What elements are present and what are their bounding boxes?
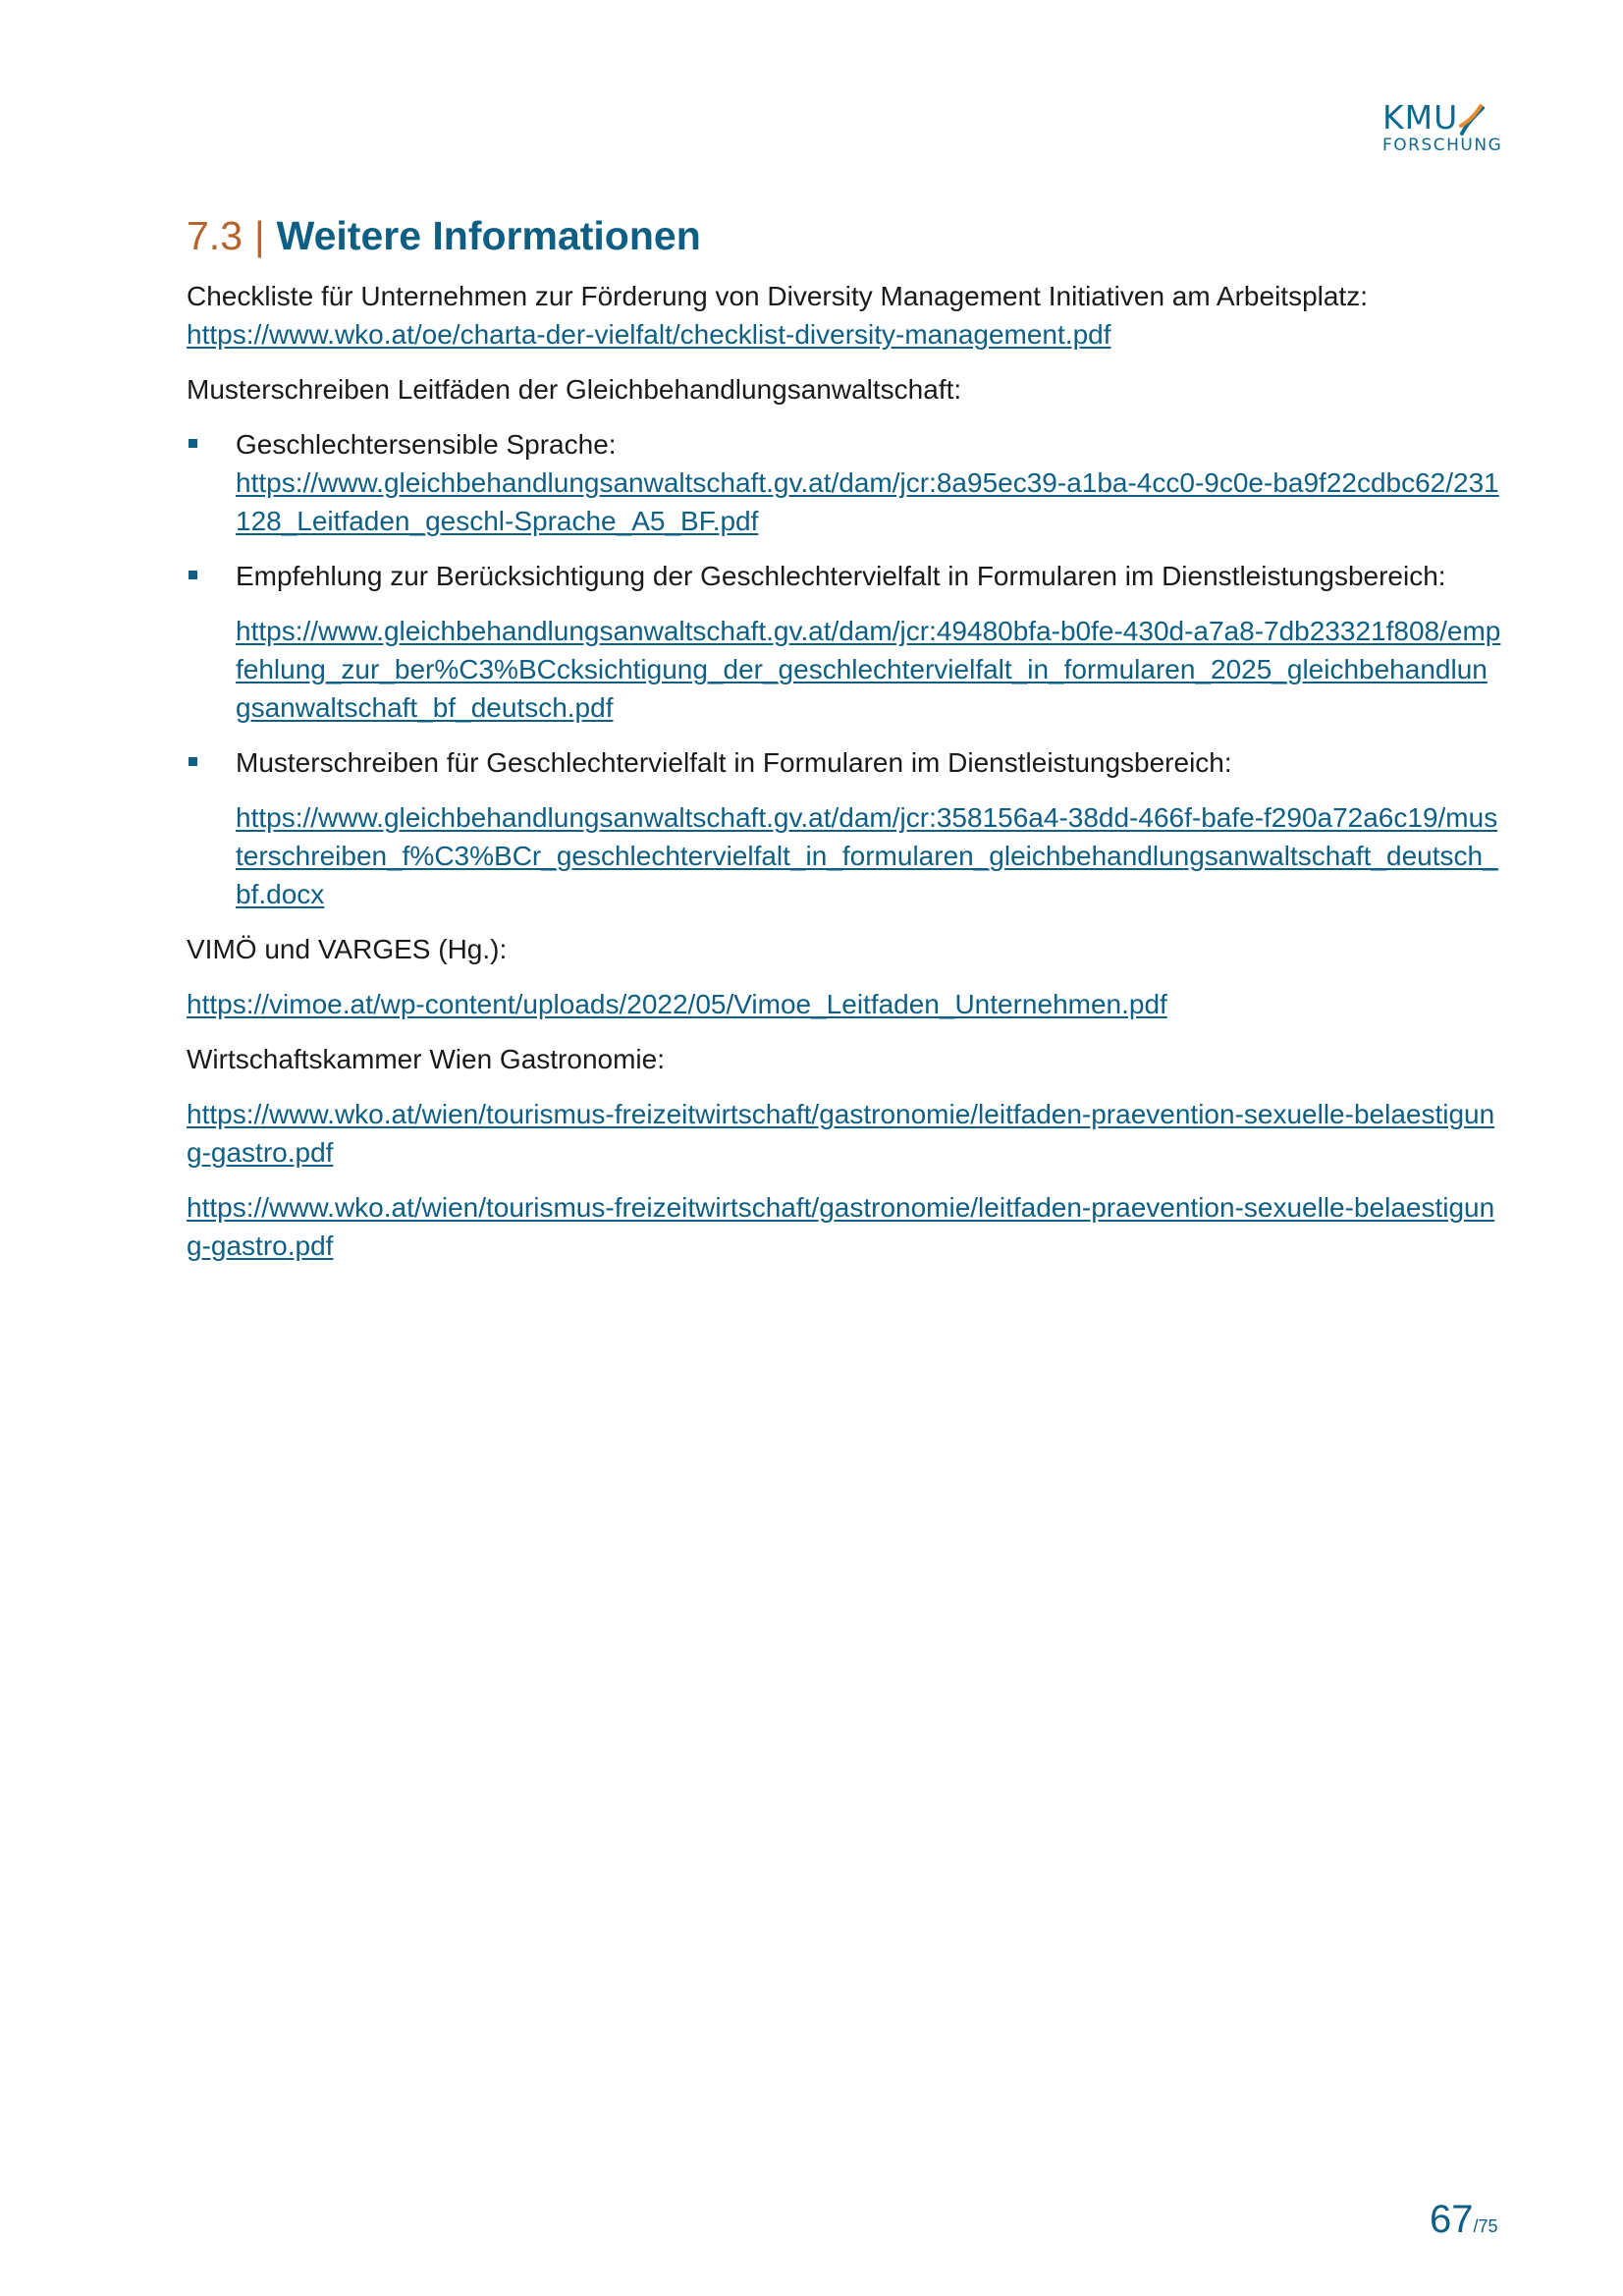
wkw-paragraph-2: [187, 1188, 1502, 1265]
list-item: [187, 557, 1502, 727]
muster-intro: Musterschreiben Leitfäden der Gleichbehandlungsanwaltschaft:: [187, 374, 962, 405]
section-number: 7.3: [187, 213, 243, 258]
checklist-intro: Checkliste für Unternehmen zur Förderung von Diversity Management Initiativen am Arbeitsplatz:: [187, 281, 1368, 311]
page-total: /75: [1473, 2216, 1498, 2236]
logo-subtitle: FORSCHUNG: [1382, 136, 1503, 155]
kmu-forschung-logo: [1382, 94, 1510, 163]
checklist-paragraph: [187, 277, 1502, 354]
logo-top-row: [1382, 94, 1510, 136]
vimoe-link[interactable]: https://vimoe.at/wp-content/uploads/2022/05/Vimoe_Leitfaden_Unternehmen.pdf: [187, 989, 1167, 1019]
logo-brand-text: KMU: [1382, 98, 1459, 137]
logo-swoosh-icon: [1459, 104, 1485, 136]
square-bullet-icon: [189, 439, 197, 448]
wkw-paragraph-1: [187, 1095, 1502, 1172]
bullet-label: Musterschreiben für Geschlechtervielfalt in Formularen im Dienstleistungsbereich:: [236, 747, 1232, 778]
bullet-link[interactable]: https://www.gleichbehandlungsanwaltschaft.gv.at/dam/jcr:8a95ec39-a1ba-4cc0-9c0e-ba9f22cdbc62/231128_Leitfaden_geschl-Sprache_A5_BF.pdf: [236, 467, 1499, 536]
heading-separator: |: [254, 213, 265, 258]
bullet-link[interactable]: https://www.gleichbehandlungsanwaltschaft.gv.at/dam/jcr:358156a4-38dd-466f-bafe-f290a72a6c19/musterschreiben_f%C3%BCr_geschlechtervielfalt_in_formularen_gleichbehandlungsanwaltschaft_deutsch_bf.docx: [236, 802, 1498, 909]
wkw-link-1[interactable]: https://www.wko.at/wien/tourismus-freizeitwirtschaft/gastronomie/leitfaden-praevention-sexuelle-belaestigung-gastro.pdf: [187, 1099, 1495, 1168]
wkw-intro: Wirtschaftskammer Wien Gastronomie:: [187, 1044, 665, 1074]
page-number: [1430, 2198, 1498, 2242]
section-heading: [187, 208, 701, 263]
bullet-label: Geschlechtersensible Sprache:: [236, 429, 617, 460]
page-current: 67: [1430, 2198, 1474, 2241]
checklist-link[interactable]: https://www.wko.at/oe/charta-der-vielfalt/checklist-diversity-management.pdf: [187, 319, 1111, 350]
list-item: [187, 743, 1502, 913]
vimoe-paragraph: [187, 985, 1502, 1023]
document-body: [187, 277, 1502, 1282]
section-title: Weitere Informationen: [276, 213, 701, 258]
square-bullet-icon: [189, 757, 197, 766]
bullet-link[interactable]: https://www.gleichbehandlungsanwaltschaft.gv.at/dam/jcr:49480bfa-b0fe-430d-a7a8-7db23321f808/empfehlung_zur_ber%C3%BCcksichtigung_der_geschlechtervielfalt_in_formularen_2025_gleichbehandlungsanwaltschaft_bf_deutsch.pdf: [236, 616, 1501, 723]
bullet-label: Empfehlung zur Berücksichtigung der Geschlechtervielfalt in Formularen im Dienstleistungsbereich:: [236, 561, 1446, 591]
muster-bullet-list: [187, 425, 1502, 913]
list-item: [187, 425, 1502, 540]
wkw-link-2[interactable]: https://www.wko.at/wien/tourismus-freizeitwirtschaft/gastronomie/leitfaden-praevention-sexuelle-belaestigung-gastro.pdf: [187, 1192, 1495, 1261]
vimoe-intro: VIMÖ und VARGES (Hg.):: [187, 934, 508, 964]
square-bullet-icon: [189, 571, 197, 579]
